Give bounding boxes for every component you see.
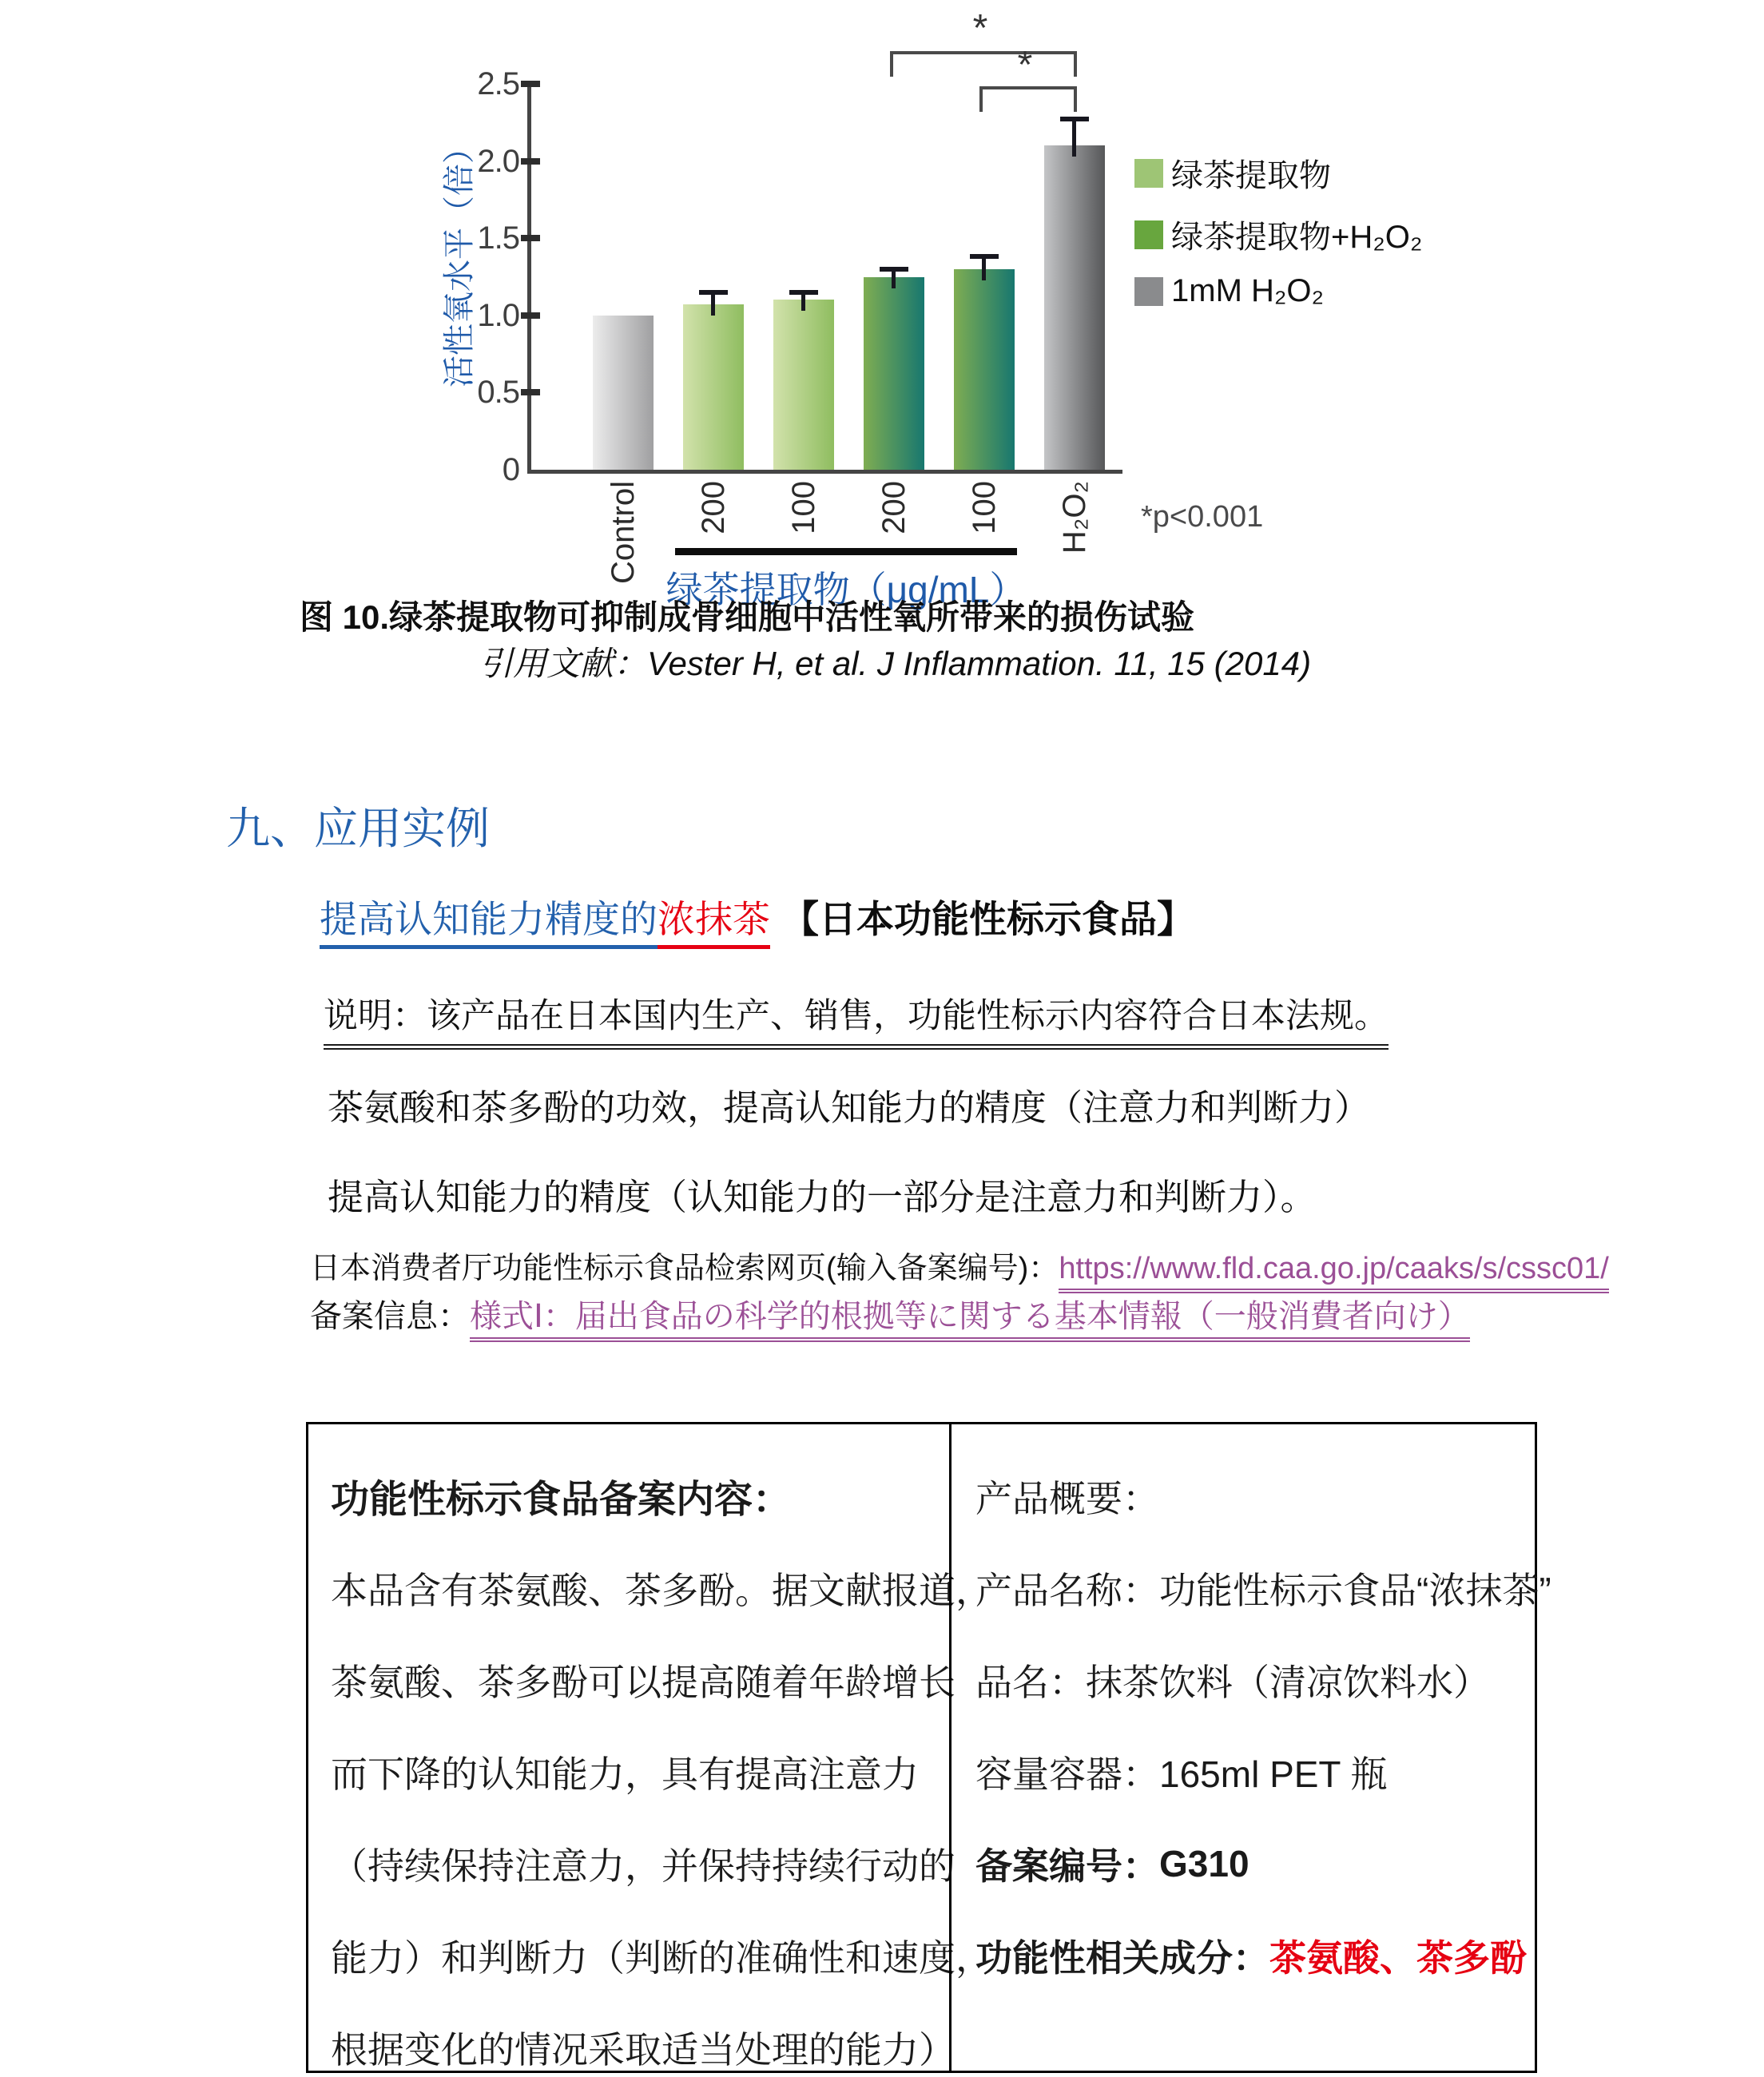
figure-citation: 引用文献：Vester H, et al. J Inflammation. 11, 15 (2014) [479,645,1312,682]
error-bar [1072,119,1076,157]
error-bar [711,292,715,316]
y-tick-mark [521,158,540,165]
table-row: （持续保持注意力，并保持持续行动的 [331,1845,956,1887]
legend-swatch-green-tea-h2o2 [1134,220,1163,249]
y-tick-label: 0.5 [477,375,519,411]
x-tick-label-text: H₂O₂ [1057,481,1092,554]
table-row [975,1909,1551,2001]
legend-label: 绿茶提取物 [1171,158,1331,193]
significance-asterisk-outer: * [972,7,988,50]
ingredient-label: 功能性相关成分： [975,1936,1269,1979]
product-subheading [320,890,1194,943]
significance-asterisk-inner: * [1017,44,1033,86]
error-bar-cap [1060,117,1089,121]
error-bar [801,292,805,312]
body-line: 提高认知能力的精度（认知能力的一部分是注意力和判断力）。 [328,1177,1317,1217]
error-bar-cap [970,254,999,259]
x-tick-label-text: 100 [967,481,1002,534]
error-bar-cap [699,290,728,295]
y-tick-label: 2.0 [477,143,519,179]
table-row: 品名：抹茶饮料（清凉饮料水） [975,1661,1490,1703]
figure-caption: 图 10.绿茶提取物可抑制成骨细胞中活性氧所带来的损伤试验 [300,598,1195,636]
registration-info-link[interactable]: 様式Ⅰ：届出食品の科学的根拠等に関する基本情報（一般消費者向け） [470,1299,1470,1342]
search-page-line [310,1243,1609,1287]
x-tick-label-text: 100 [786,481,821,534]
p-value-note: *p<0.001 [1141,500,1264,534]
significance-bracket-inner [979,86,1077,112]
error-bar [982,256,986,280]
table-row: 本品含有茶氨酸、茶多酚。据文献报道， [331,1569,992,1611]
subheading-blue-text: 提高认知能力精度的 [320,898,658,949]
legend-swatch-h2o2 [1134,277,1163,306]
dose-group-underline [675,548,1017,555]
y-tick-label: 0 [502,452,519,487]
y-tick-label: 1.5 [477,220,519,256]
section-heading: 九、应用实例 [226,804,491,853]
table-left-header: 功能性标示食品备案内容： [331,1479,792,1521]
table-row: 而下降的认知能力，具有提高注意力 [331,1753,919,1795]
reg-number-value: G310 [1159,1842,1250,1884]
body-line: 茶氨酸和茶多酚的功效，提高认知能力的精度（注意力和判断力） [328,1087,1371,1128]
bar [1044,145,1105,470]
y-axis-title-text: 活性氧水平（倍） [442,132,477,387]
legend-label: 绿茶提取物+H₂O₂ [1171,220,1423,255]
error-bar-cap [789,290,818,295]
note-line: 说明：该产品在日本国内生产、销售，功能性标示内容符合日本法规。 [324,989,1389,1050]
reg-number-label: 备案编号： [975,1845,1159,1887]
bar [773,300,834,470]
error-bar-cap [880,267,908,272]
subheading-bracket-text: 【日本功能性标示食品】 [781,898,1194,940]
table-row: 产品名称：功能性标示食品“浓抹茶” [975,1569,1551,1611]
chart-legend [1134,150,1422,325]
legend-label: 1mM H₂O₂ [1171,273,1325,308]
y-tick-mark [521,312,540,319]
legend-item [1134,273,1422,309]
table-right-header: 产品概要： [975,1477,1159,1519]
product-info-table [306,1422,1551,2073]
search-page-label: 日本消费者厅功能性标示食品检索网页(输入备案编号)： [310,1252,1059,1285]
bar [683,304,744,470]
table-row: 能力）和判断力（判断的准确性和速度， [331,1936,992,1979]
bar [593,316,654,470]
table-row: 茶氨酸、茶多酚可以提高随着年龄增长 [331,1661,956,1703]
table-cell-registration [308,1424,992,2071]
subheading-red-text: 浓抹茶 [658,898,770,949]
ingredient-value: 茶氨酸、茶多酚 [1269,1936,1527,1979]
search-page-link[interactable]: https://www.fld.caa.go.jp/caaks/s/cssc01/ [1059,1252,1609,1293]
plot-area [477,66,1122,584]
x-tick-label-text: 200 [696,481,731,534]
table-row [975,1817,1551,1909]
registration-info-line [310,1291,1470,1336]
legend-swatch-green-tea [1134,159,1163,188]
y-tick-mark [521,389,540,395]
legend-item [1134,150,1422,196]
table-row: 根据变化的情况采取适当处理的能力） [331,2028,956,2071]
table-cell-summary [949,1424,1559,2071]
y-tick-label: 2.5 [477,66,519,101]
x-tick-label-text: 200 [876,481,912,534]
registration-info-label: 备案信息： [310,1299,470,1334]
y-tick-mark [521,81,540,87]
table-row: 容量容器：165ml PET 瓶 [975,1753,1388,1795]
y-tick-label: 1.0 [477,297,519,333]
bar [864,277,924,471]
x-tick-label-text: Control [606,481,641,584]
legend-item [1134,212,1422,257]
bar [954,269,1015,470]
x-axis-title: 绿茶提取物（μg/mL） [665,569,1027,610]
error-bar [892,269,896,288]
